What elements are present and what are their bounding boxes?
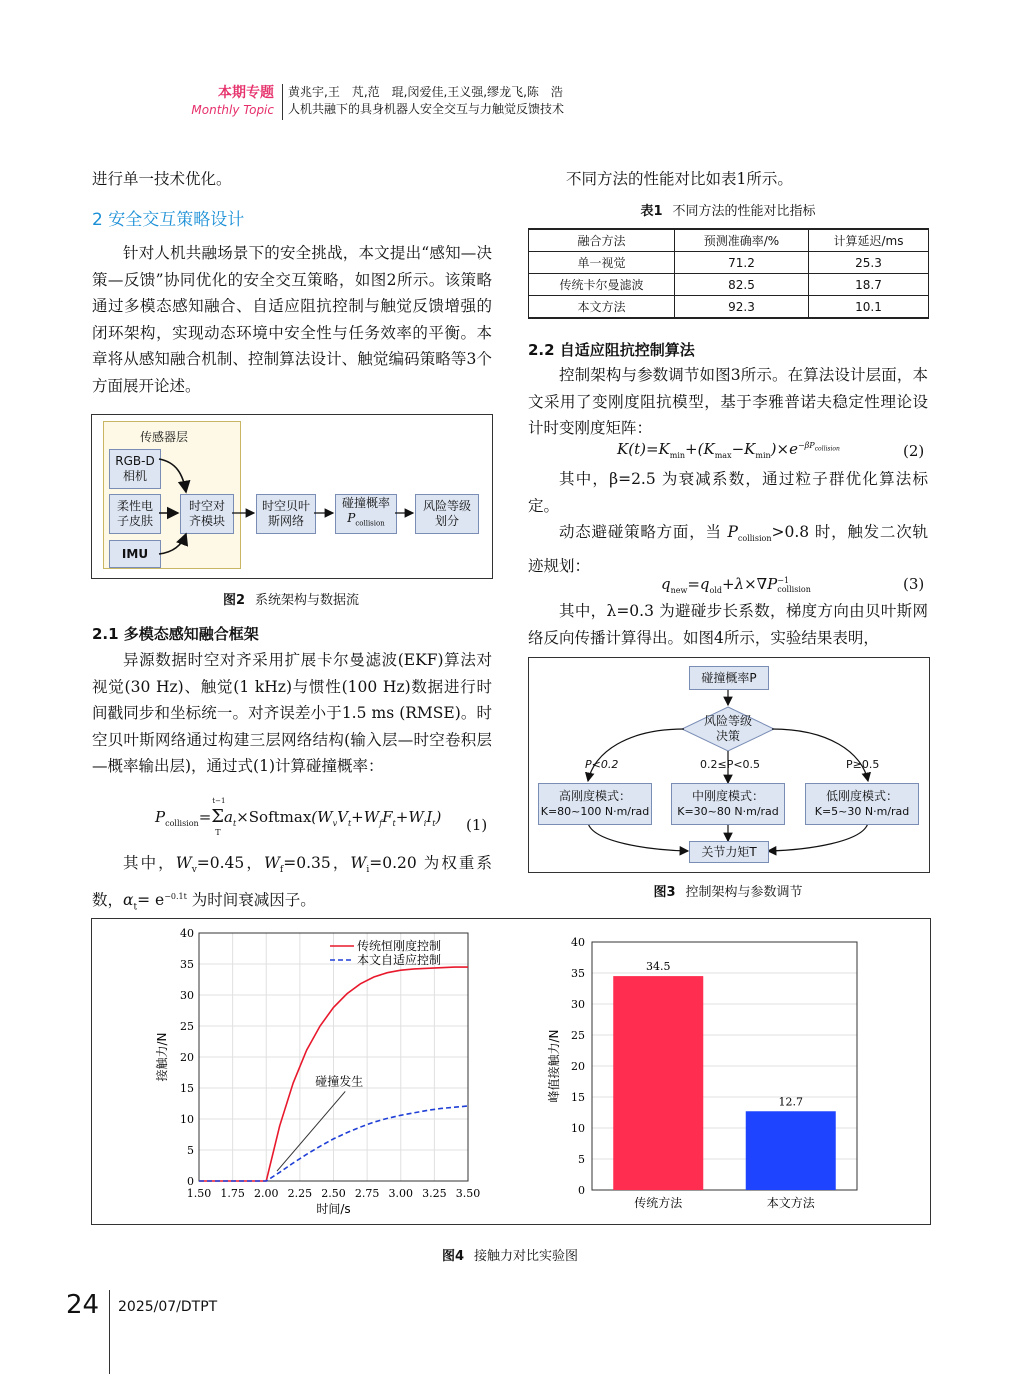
eq1-text: $P_{collision}=\Sigma$ t−1 T $a_t\times Softmax(W_vV_t+W_fF_t+W_iI_t)$ xyxy=(155,797,442,837)
fig3-decision-label: 风险等级决策 xyxy=(703,714,752,743)
y-tick-label: 25 xyxy=(180,1020,194,1033)
fig4-cap-text: 接触力对比实验图 xyxy=(474,1249,579,1264)
legend-label: 传统恒刚度控制 xyxy=(357,939,442,953)
figure-2-arrows xyxy=(91,414,491,577)
m2b: K=30~80 N·m/rad xyxy=(677,805,779,818)
topic-en: Monthly Topic xyxy=(191,103,274,117)
rgbd-label: RGB-D相机 xyxy=(115,454,155,483)
left-p1: 针对人机共融场景下的安全挑战，本文提出“感知—决策—反馈”协同优化的安全交互策略，如图2所示。该策略通过多模态感知融合、自适应阻抗控制与触觉反馈增强的闭环架构，实现动态环境中安全性与任务效率的平衡。本章将从感知融合机制、控制算法设计、触觉编码策略等3个方面展开论述。 xyxy=(92,244,492,395)
y-tick-label: 25 xyxy=(571,1029,585,1042)
table-row xyxy=(529,274,929,296)
prob-sub: collision xyxy=(355,519,385,528)
y-tick-label: 0 xyxy=(187,1175,194,1188)
section-2-1-title: 2.1 多模态感知融合框架 xyxy=(92,625,259,643)
header-title: 人机共融下的具身机器人安全交互与力触觉反馈技术 xyxy=(288,102,565,116)
th-latency: 计算延迟/ms xyxy=(809,229,929,252)
equation-3: $q_{new}=q_{old}+\lambda\times\nabla P$ −1 collision xyxy=(661,575,811,595)
equation-2: $K(t)=K_{min}+(K_{max}-K_{min})\times e^{-\beta P_{collision}}$ xyxy=(617,440,840,460)
table-cell: 71.2 xyxy=(675,252,809,274)
legend-label: 本文自适应控制 xyxy=(357,953,442,967)
y-axis-label: 接触力/N xyxy=(155,1032,169,1082)
m3a: 低刚度模式： xyxy=(825,789,898,803)
t1-num: 表1 xyxy=(640,204,663,219)
header-divider xyxy=(282,84,283,120)
fig3-torque-box xyxy=(689,841,769,863)
bar-value-label: 34.5 xyxy=(646,960,671,974)
eq1-number: (1) xyxy=(466,816,488,834)
fig2-cap-text: 系统架构与数据流 xyxy=(255,593,360,608)
right-p4: 其中，λ=0.3 为避碰步长系数，梯度方向由贝叶斯网络反向传播计算得出。如图4所示，实验结果表明， xyxy=(528,602,928,647)
y-tick-label: 15 xyxy=(180,1082,194,1095)
align-label: 时空对齐模块 xyxy=(188,499,225,528)
y-tick-label: 35 xyxy=(180,958,194,971)
y-tick-label: 40 xyxy=(571,936,585,949)
y-tick-label: 5 xyxy=(187,1144,194,1157)
fig4-num: 图4 xyxy=(441,1249,465,1264)
issue-date: 2025/07/DTPT xyxy=(118,1299,218,1315)
category-label: 传统方法 xyxy=(634,1196,683,1210)
line-chart xyxy=(150,920,490,1222)
x-tick-label: 3.25 xyxy=(422,1187,447,1200)
x-tick-label: 1.75 xyxy=(220,1187,245,1200)
t1-cap-text: 不同方法的性能对比指标 xyxy=(672,204,816,219)
table-cell: 18.7 xyxy=(809,274,929,296)
th-accuracy: 预测准确率/% xyxy=(675,229,809,252)
section-2-title: 2 安全交互策略设计 xyxy=(92,210,245,230)
equation-1 xyxy=(155,797,455,837)
table-cell: 92.3 xyxy=(675,296,809,319)
fig3-high-stiffness-box xyxy=(538,783,652,825)
y-tick-label: 15 xyxy=(571,1091,585,1104)
bar-value-label: 12.7 xyxy=(778,1095,803,1109)
m1a: 高刚度模式： xyxy=(558,789,631,803)
page-number: 24 xyxy=(66,1290,100,1320)
skin-label: 柔性电子皮肤 xyxy=(116,499,153,528)
m2a: 中刚度模式： xyxy=(691,789,764,803)
fig3-collision-prob-box xyxy=(689,666,769,690)
fig3-cap-text: 控制架构与参数调节 xyxy=(685,885,803,900)
x-axis-label: 时间/s xyxy=(316,1202,351,1216)
fig3-out-label: 关节力矩T xyxy=(701,844,757,859)
figure-4-caption xyxy=(91,1245,929,1264)
fig3-mid-stiffness-box xyxy=(671,783,785,825)
table-1 xyxy=(528,228,929,319)
prob-label: 碰撞概率 xyxy=(341,496,390,511)
x-tick-label: 2.75 xyxy=(354,1187,380,1200)
x-tick-label: 2.25 xyxy=(287,1187,313,1200)
y-axis-label: 峰值接触力/N xyxy=(547,1029,561,1103)
y-tick-label: 20 xyxy=(571,1060,585,1073)
table-cell: 传统卡尔曼滤波 xyxy=(529,274,675,296)
prob-sym: P xyxy=(347,511,356,526)
table-cell: 10.1 xyxy=(809,296,929,319)
y-tick-label: 35 xyxy=(571,967,585,980)
y-tick-label: 20 xyxy=(180,1051,194,1064)
fig3-top-label: 碰撞概率P xyxy=(701,670,757,685)
table-cell: 单一视觉 xyxy=(529,252,675,274)
bar xyxy=(613,976,703,1190)
x-tick-label: 2.00 xyxy=(254,1187,279,1200)
table-1-caption xyxy=(528,200,928,219)
eq2-number: (2) xyxy=(903,442,925,460)
sensor-layer-label: 传感器层 xyxy=(140,430,189,444)
table-header-row xyxy=(529,229,929,252)
y-tick-label: 30 xyxy=(180,989,194,1002)
right-p2: 其中，β=2.5 为衰减系数，通过粒子群优化算法标定。 xyxy=(528,470,928,515)
y-tick-label: 30 xyxy=(571,998,585,1011)
right-p3: 动态避碰策略方面，当 $P_{collision}>0.8$ 时，触发二次轨迹规划： xyxy=(528,523,928,575)
bar-chart xyxy=(540,930,870,1222)
fig3-cond-low: P<0.2 xyxy=(585,758,619,771)
header-topic xyxy=(170,84,274,118)
th-method: 融合方法 xyxy=(529,229,675,252)
header-authors: 黄兆宇,王 芃,范 琨,闵爱佳,王义强,缪龙飞,陈 浩 xyxy=(288,85,563,99)
m3b: K=5~30 N·m/rad xyxy=(814,805,910,818)
fig3-num: 图3 xyxy=(653,885,676,900)
y-tick-label: 10 xyxy=(180,1113,194,1126)
y-tick-label: 5 xyxy=(578,1153,585,1166)
fig3-low-stiffness-box xyxy=(805,783,919,825)
fig3-cond-high: P≥0.5 xyxy=(846,758,880,771)
x-tick-label: 3.50 xyxy=(455,1187,481,1200)
x-tick-label: 2.50 xyxy=(321,1187,346,1200)
right-p1: 控制架构与参数调节如图3所示。在算法设计层面，本文采用了变刚度阻抗模型，基于李雅普诺夫稳定性理论设计时变刚度矩阵： xyxy=(528,366,928,437)
x-tick-label: 3.00 xyxy=(388,1187,413,1200)
left-p2: 异源数据时空对齐采用扩展卡尔曼滤波(EKF)算法对视觉(30 Hz)、触觉(1 kHz)与惯性(100 Hz)数据进行时间戳同步和坐标统一。对齐误差小于1.5 ms (RMSE)。时空贝叶斯网络通过构建三层网络结构(输入层—时空卷积层—概率输出层)，通过式(1)计算碰撞概率： xyxy=(92,651,492,775)
table-cell: 82.5 xyxy=(675,274,809,296)
figure-2-caption xyxy=(91,589,491,608)
y-tick-label: 0 xyxy=(578,1184,585,1197)
left-p0: 进行单一技术优化。 xyxy=(92,170,232,188)
topic-cn: 本期专题 xyxy=(218,85,274,101)
header-info xyxy=(288,84,564,118)
y-tick-label: 40 xyxy=(180,927,194,940)
fig3-cond-mid: 0.2≤P<0.5 xyxy=(700,758,761,771)
table-row xyxy=(529,252,929,274)
table-row xyxy=(529,296,929,319)
x-tick-label: 1.50 xyxy=(186,1187,212,1200)
m1b: K=80~100 N·m/rad xyxy=(540,805,650,818)
eq3-number: (3) xyxy=(903,575,925,593)
table-cell: 25.3 xyxy=(809,252,929,274)
left-p3: 其中，$W_v=0.45$，$W_f=0.35$，$W_i=0.20$ 为权重系数，$\alpha_t= e^{-0.1t}$ 为时间衰减因子。 xyxy=(92,854,492,912)
bar xyxy=(746,1111,836,1190)
imu-label: IMU xyxy=(121,546,149,561)
figure-3-caption xyxy=(528,881,928,900)
footer-divider xyxy=(109,1290,110,1374)
annotation-label: 碰撞发生 xyxy=(315,1074,364,1089)
bayes-label: 时空贝叶斯网络 xyxy=(261,499,310,528)
table-cell: 本文方法 xyxy=(529,296,675,319)
fig2-num: 图2 xyxy=(222,593,246,608)
category-label: 本文方法 xyxy=(766,1196,815,1210)
risk-label: 风险等级划分 xyxy=(422,499,471,528)
section-2-2-title: 2.2 自适应阻抗控制算法 xyxy=(528,341,695,359)
right-p0: 不同方法的性能对比如表1所示。 xyxy=(566,170,793,188)
y-tick-label: 10 xyxy=(571,1122,585,1135)
